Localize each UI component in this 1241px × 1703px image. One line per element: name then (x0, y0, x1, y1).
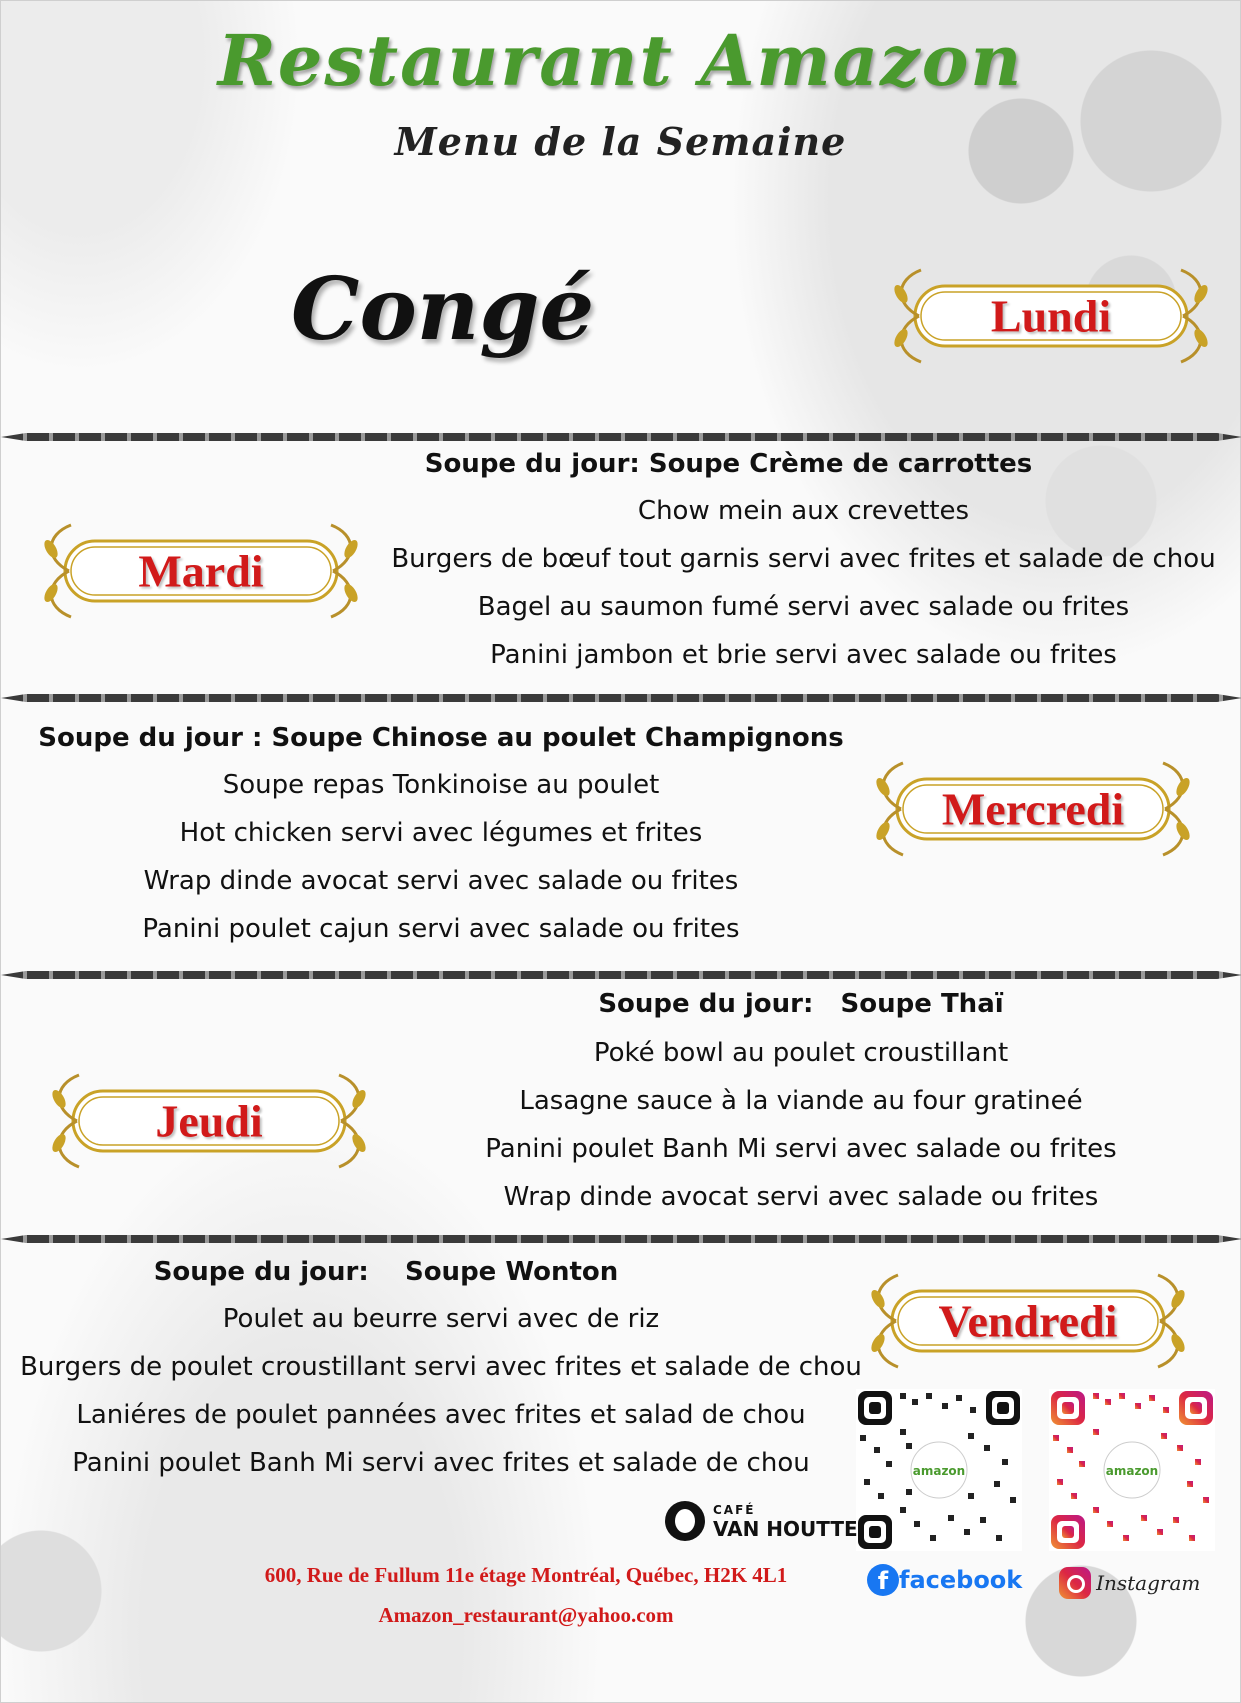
menu-item: Poké bowl au poulet croustillant (593, 1038, 1009, 1068)
menu-item: Panini poulet Banh Mi servi avec frites et salade de chou (72, 1448, 810, 1478)
jeudi-badge (39, 1069, 379, 1173)
soup-of-day: Soupe du jour: Soupe Wonton (153, 1257, 619, 1287)
menu-item: Bagel au saumon fumé servi avec salade ou frites (477, 592, 1130, 622)
mardi-menu (371, 441, 1236, 679)
qr-code-icon (856, 1389, 1022, 1551)
facebook-label: facebook (899, 1566, 1023, 1594)
mercredi-menu (21, 715, 861, 953)
vendredi-menu (11, 1249, 871, 1487)
menu-item: Hot chicken servi avec légumes et frites (179, 818, 703, 848)
jeudi-menu (421, 979, 1181, 1221)
section-divider (1, 694, 1241, 702)
lundi-badge (881, 264, 1221, 368)
cafe-small-label: CAFÉ (713, 1503, 756, 1517)
facebook-link[interactable] (867, 1564, 1022, 1596)
restaurant-title: Restaurant Amazon (217, 19, 1024, 102)
section-divider (1, 971, 1241, 979)
facebook-qr-code[interactable] (856, 1389, 1022, 1551)
soup-of-day: Soupe du jour : Soupe Chinose au poulet Champignons (38, 723, 844, 753)
restaurant-email[interactable]: Amazon_restaurant@yahoo.com (378, 1603, 674, 1627)
day-label-vendredi: Vendredi (938, 1295, 1118, 1347)
mardi-badge (31, 519, 371, 623)
section-divider (1, 433, 1241, 441)
menu-item: Panini jambon et brie servi avec salade ou frites (490, 640, 1117, 670)
soup-of-day: Soupe du jour: Soupe Thaï (598, 989, 1004, 1019)
section-divider (1, 1235, 1241, 1243)
facebook-icon: f (867, 1564, 899, 1596)
instagram-qr-code[interactable] (1049, 1389, 1215, 1551)
instagram-label: Instagram (1096, 1571, 1201, 1595)
menu-item: Wrap dinde avocat servi avec salade ou frites (143, 866, 739, 896)
lundi-status: Congé (291, 259, 595, 360)
menu-item: Wrap dinde avocat servi avec salade ou frites (503, 1182, 1099, 1212)
cafe-name: VAN HOUTTE (713, 1517, 858, 1541)
menu-item: Poulet au beurre servi avec de riz (222, 1304, 660, 1334)
menu-item: Burgers de poulet croustillant servi avec frites et salade de chou (20, 1352, 862, 1382)
soup-of-day: Soupe du jour: Soupe Crème de carrottes (424, 449, 1033, 479)
coffee-cup-icon (665, 1501, 705, 1541)
day-label-lundi: Lundi (990, 290, 1112, 342)
instagram-icon (1059, 1567, 1091, 1599)
menu-item: Lasagne sauce à la viande au four gratineé (519, 1086, 1083, 1116)
day-label-mercredi: Mercredi (941, 783, 1125, 835)
instagram-link[interactable] (1059, 1567, 1200, 1599)
menu-item: Laniéres de poulet pannées avec frites et salad de chou (76, 1400, 806, 1430)
qr-code-icon (1049, 1389, 1215, 1551)
day-label-mardi: Mardi (138, 545, 264, 597)
menu-item: Chow mein aux crevettes (637, 496, 970, 526)
menu-item: Panini poulet cajun servi avec salade ou frites (142, 914, 740, 944)
menu-subtitle: Menu de la Semaine (394, 119, 847, 164)
menu-item: Soupe repas Tonkinoise au poulet (222, 770, 660, 800)
restaurant-address: 600, Rue de Fullum 11e étage Montréal, Québec, H2K 4L1 (264, 1563, 788, 1587)
day-label-jeudi: Jeudi (155, 1095, 263, 1147)
menu-item: Burgers de bœuf tout garnis servi avec frites et salade de chou (391, 544, 1216, 574)
qr-logo-text: amazon (1105, 1464, 1159, 1478)
mercredi-badge (863, 757, 1203, 861)
qr-logo-text: amazon (912, 1464, 966, 1478)
vendredi-badge (858, 1269, 1198, 1373)
menu-item: Panini poulet Banh Mi servi avec salade ou frites (485, 1134, 1117, 1164)
